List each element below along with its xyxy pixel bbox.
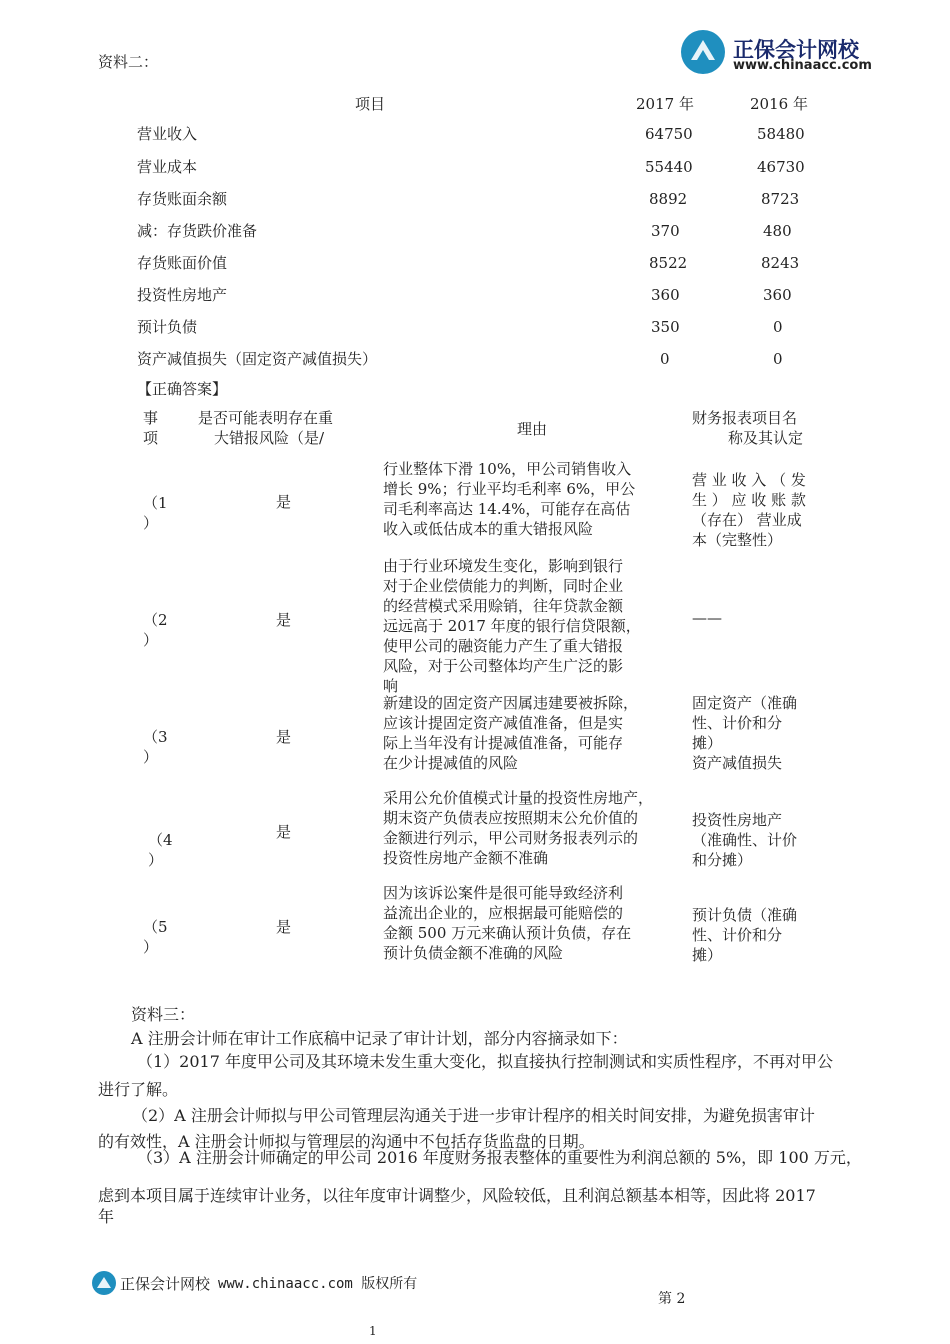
- risk-row-no: （3 ）: [143, 728, 168, 766]
- fin-row-2017: 370: [651, 222, 680, 240]
- fin-row-item: 减：存货跌价准备: [137, 222, 258, 240]
- material3-p3-b: 虑到本项目属于连续审计业务，以往年度审计调整少，风险较低，且利润总额基本相等，因此将 2017: [98, 1186, 816, 1205]
- material3-p1-end: 进行了解。: [98, 1080, 179, 1099]
- fin-row-2016: 360: [763, 286, 792, 304]
- fin-row-2017: 64750: [645, 125, 693, 143]
- fin-row-2016: 8723: [761, 190, 800, 208]
- top-fragment: 资料二：: [98, 53, 159, 71]
- material3-intro: A 注册会计师在审计工作底稿中记录了审计计划，部分内容摘录如下：: [131, 1029, 628, 1048]
- fin-row-2017: 360: [651, 286, 680, 304]
- footer-page-number: 1: [369, 1324, 377, 1338]
- risk-header-col3: 理由: [517, 420, 548, 438]
- risk-row-reason: 由于行业环境发生变化，影响到银行 对于企业偿债能力的判断，同时企业 的经营模式采用赊销，往年贷款金额 远远高于 2017 年度的银行信贷限额， 使甲公司的融资能力产生了重大错报 风险，对于公司整体均产生广泛的影 响: [383, 557, 641, 695]
- risk-row-yes: 是: [276, 823, 292, 841]
- risk-row-reason: 行业整体下滑 10%，甲公司销售收入 增长 9%；行业平均毛利率 6%，甲公 司毛利率高达 14.4%，可能存在高估 收入或低估成本的重大错报风险: [383, 460, 636, 538]
- fin-row-item: 存货账面价值: [137, 254, 228, 272]
- fin-row-2016: 58480: [757, 125, 805, 143]
- fin-row-item: 存货账面余额: [137, 190, 228, 208]
- fin-row-item: 投资性房地产: [137, 286, 228, 304]
- risk-row-no: （2 ）: [143, 611, 168, 649]
- fin-row-2016: 480: [763, 222, 792, 240]
- fin-header-2017: 2017 年: [636, 95, 694, 113]
- fin-row-2017: 8522: [649, 254, 688, 272]
- fin-row-item: 预计负债: [137, 318, 198, 336]
- risk-row-item: ——: [692, 609, 722, 627]
- risk-header-col4: 财务报表项目名 称及其认定: [692, 409, 804, 447]
- logo-icon: [681, 30, 725, 74]
- material3-p3-cut: （3）A 注册会计师确定的甲公司 2016 年度财务报表整体的重要性为利润总额的 5%，即 100 万元，: [137, 1148, 862, 1167]
- risk-row-item: 固定资产（准确 性、计价和分 摊） 资产减值损失: [692, 694, 798, 772]
- material3-title: 资料三：: [131, 1005, 196, 1024]
- material3-p2: （2）A 注册会计师拟与甲公司管理层沟通关于进一步审计程序的相关时间安排，为避免损害审计: [132, 1106, 815, 1125]
- fin-row-2016: 0: [773, 350, 783, 368]
- fin-row-item: 资产减值损失（固定资产减值损失）: [137, 350, 378, 368]
- footer-text: www.chinaacc.com 版权所有: [218, 1276, 418, 1292]
- fin-row-2016: 0: [773, 318, 783, 336]
- fin-row-2017: 350: [651, 318, 680, 336]
- risk-header-col1: 事 项: [143, 409, 159, 447]
- risk-header-col2: 是否可能表明存在重 大错报风险（是/: [198, 409, 334, 447]
- risk-row-no: （4 ）: [148, 831, 173, 869]
- material3-p3-c: 年: [98, 1207, 115, 1226]
- fin-header-item: 项目: [355, 95, 386, 113]
- risk-row-reason: 采用公允价值模式计量的投资性房地产， 期末资产负债表应按照期末公允价值的 金额进行列示，甲公司财务报表列示的 投资性房地产金额不准确: [383, 789, 654, 867]
- risk-row-reason: 新建设的固定资产因属违建要被拆除， 应该计提固定资产减值准备，但是实 际上当年没有计提减值准备，可能存 在少计提减值的风险: [383, 694, 639, 772]
- fin-row-2017: 55440: [645, 158, 693, 176]
- risk-row-item: 投资性房地产 （准确性、计价 和分摊）: [692, 811, 798, 869]
- material3-p2-cut: 的有效性，A 注册会计师拟与管理层的沟通中不包括存货监盘的日期。: [98, 1132, 595, 1151]
- fin-row-item: 营业成本: [137, 158, 198, 176]
- fin-header-2016: 2016 年: [750, 95, 808, 113]
- footer-brand: 正保会计网校: [120, 1275, 211, 1293]
- fin-row-2017: 8892: [649, 190, 688, 208]
- fin-row-2016: 46730: [757, 158, 805, 176]
- risk-row-yes: 是: [276, 728, 292, 746]
- risk-row-reason: 因为该诉讼案件是很可能导致经济利 益流出企业的，应根据最可能赔偿的 金额 500 万元来确认预计负债，存在 预计负债金额不准确的风险: [383, 884, 632, 962]
- fin-row-item: 营业收入: [137, 125, 198, 143]
- fin-row-2017: 0: [660, 350, 670, 368]
- logo-url: www.chinaacc.com: [733, 58, 872, 73]
- risk-row-item: 营 业 收 入 （ 发 生 ） 应 收 账 款 （存在） 营业成 本（完整性）: [692, 471, 806, 549]
- risk-row-no: （1 ）: [143, 494, 168, 532]
- footer-logo-icon: [92, 1271, 116, 1295]
- footer-page-cut: 第 2: [658, 1291, 686, 1307]
- risk-row-item: 预计负债（准确 性、计价和分 摊）: [692, 906, 798, 964]
- logo-name: 正保会计网校: [733, 38, 859, 62]
- risk-row-yes: 是: [276, 611, 292, 629]
- risk-row-no: （5 ）: [143, 918, 168, 956]
- answer-label: 【正确答案】: [137, 380, 228, 398]
- risk-row-yes: 是: [276, 918, 292, 936]
- risk-row-yes: 是: [276, 493, 292, 511]
- fin-row-2016: 8243: [761, 254, 800, 272]
- material3-p1-cut: （1）2017 年度甲公司及其环境未发生重大变化，拟直接执行控制测试和实质性程序，不再对甲公: [137, 1052, 833, 1071]
